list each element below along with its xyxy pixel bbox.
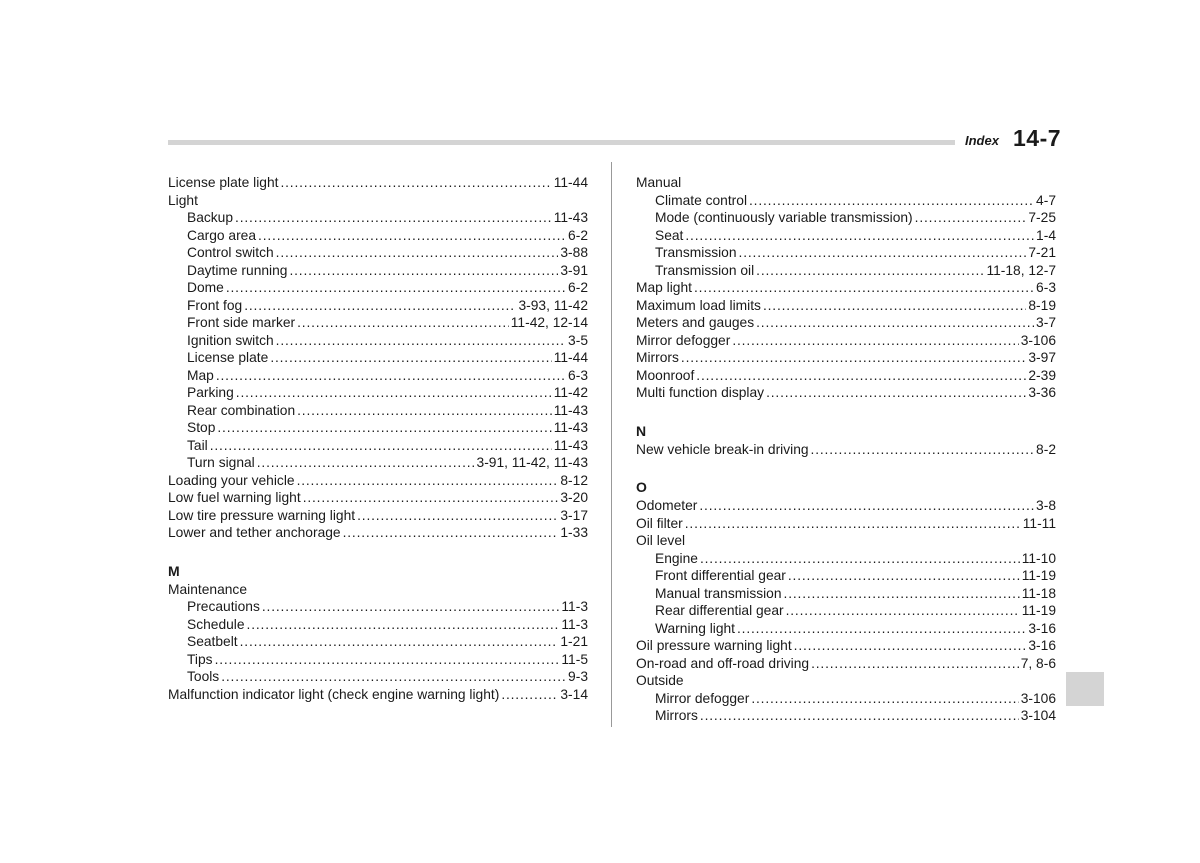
entry-term: Low tire pressure warning light [168, 507, 356, 523]
entry-term: Mirrors [636, 350, 679, 365]
dot-leader [210, 437, 552, 455]
index-entry [636, 655, 1056, 673]
entry-term: Rear differential gear [655, 603, 784, 618]
dot-leader [685, 515, 1021, 533]
entry-page-ref: 11-44 [553, 350, 588, 365]
entry-term: Front differential gear [655, 568, 786, 583]
index-entry [168, 581, 588, 599]
dot-leader [681, 349, 1026, 367]
index-entry [168, 686, 588, 704]
index-entry [636, 672, 1056, 690]
index-entry [636, 637, 1056, 655]
index-entry [636, 532, 1056, 550]
dot-leader [786, 602, 1020, 620]
entry-term: Daytime running [187, 262, 288, 278]
index-entry [168, 192, 588, 210]
dot-leader [303, 489, 559, 507]
entry-term: Lower and tether anchorage [168, 525, 341, 540]
index-entry [636, 297, 1056, 315]
dot-leader [788, 567, 1020, 585]
index-subentry [168, 209, 588, 227]
index-subentry [168, 314, 588, 332]
entry-term: Malfunction indicator light (check engine warning light) [168, 686, 500, 702]
index-subentry [636, 585, 1056, 603]
entry-page-ref: 8-2 [1036, 441, 1056, 457]
entry-page-ref: 3-91, 11-42, 11-43 [476, 455, 588, 470]
entry-page-ref: 3-20 [560, 490, 588, 505]
dot-leader [696, 367, 1026, 385]
dot-leader [280, 174, 551, 192]
entry-term: Turn signal [187, 455, 255, 470]
entry-page-ref: 1-33 [560, 525, 588, 540]
index-subentry [168, 616, 588, 634]
index-entry [636, 497, 1056, 515]
dot-leader [763, 297, 1026, 315]
entry-term: Map light [636, 280, 692, 295]
entry-term: Climate control [655, 192, 748, 208]
index-subentry [168, 633, 588, 651]
entry-term: Mirrors [655, 708, 698, 723]
entry-term: Dome [187, 280, 224, 295]
entry-page-ref: 11-42, 12-14 [510, 315, 588, 330]
entry-term: Ignition switch [187, 332, 274, 348]
entry-page-ref: 11-10 [1021, 550, 1056, 566]
index-entry [636, 384, 1056, 402]
entry-page-ref: 3-106 [1020, 332, 1056, 348]
entry-page-ref: 11-18 [1021, 585, 1056, 601]
dot-leader [751, 690, 1018, 708]
index-entry [168, 174, 588, 192]
dot-leader [700, 550, 1020, 568]
dot-leader [784, 585, 1020, 603]
index-entry [636, 314, 1056, 332]
dot-leader [685, 227, 1034, 245]
dot-leader [794, 637, 1027, 655]
dot-leader [699, 497, 1034, 515]
entry-page-ref: 11-43 [553, 420, 588, 435]
entry-term: Seatbelt [187, 634, 238, 649]
entry-page-ref: 11-44 [553, 175, 588, 190]
entry-term: Maintenance [168, 581, 248, 597]
entry-page-ref: 3-104 [1020, 708, 1056, 723]
index-subentry [168, 227, 588, 245]
dot-leader [766, 384, 1026, 402]
dot-leader [226, 279, 566, 297]
entry-term: Odometer [636, 498, 698, 513]
entry-page-ref: 3-14 [560, 686, 588, 702]
index-letter-heading: O [636, 479, 647, 495]
index-entry [636, 174, 1056, 192]
index-subentry [636, 209, 1056, 227]
index-subentry [168, 402, 588, 420]
entry-term: Parking [187, 385, 234, 400]
dot-leader [811, 441, 1035, 459]
entry-term: Mirror defogger [655, 690, 750, 706]
header-rule [168, 140, 955, 145]
dot-leader [221, 668, 566, 686]
dot-leader [756, 262, 984, 280]
dot-leader [700, 707, 1019, 725]
entry-page-ref: 3-16 [1028, 638, 1056, 653]
entry-page-ref: 6-2 [568, 227, 588, 243]
entry-term: Oil level [636, 533, 686, 548]
entry-term: License plate [187, 350, 269, 365]
entry-page-ref: 8-19 [1028, 297, 1056, 313]
entry-term: Cargo area [187, 227, 257, 243]
chapter-tab [1066, 672, 1104, 706]
dot-leader [915, 209, 1027, 227]
entry-page-ref: 1-4 [1036, 227, 1056, 243]
index-subentry [168, 279, 588, 297]
entry-page-ref: 6-2 [568, 280, 588, 295]
dot-leader [749, 192, 1034, 210]
entry-page-ref: 3-106 [1020, 690, 1056, 706]
index-letter-heading: M [168, 562, 180, 579]
dot-leader [276, 244, 559, 262]
dot-leader [216, 367, 566, 385]
entry-term: Rear combination [187, 402, 296, 418]
index-subentry [168, 454, 588, 472]
dot-leader [235, 209, 552, 227]
index-entry [636, 332, 1056, 350]
entry-page-ref: 11-43 [553, 437, 588, 453]
entry-term: Maximum load limits [636, 297, 761, 313]
entry-page-ref: 3-97 [1028, 350, 1056, 365]
entry-page-ref: 6-3 [568, 367, 588, 383]
entry-term: Front fog [187, 297, 243, 313]
index-subentry [168, 651, 588, 669]
entry-page-ref: 11-3 [561, 599, 588, 614]
entry-page-ref: 7-21 [1028, 245, 1056, 260]
entry-term: Map [187, 367, 214, 383]
index-subentry [636, 620, 1056, 638]
dot-leader [240, 633, 559, 651]
dot-leader [732, 332, 1018, 350]
entry-term: Outside [636, 673, 684, 688]
dot-leader [811, 655, 1019, 673]
dot-leader [756, 314, 1034, 332]
entry-page-ref: 7-25 [1028, 210, 1056, 225]
entry-term: Moonroof [636, 367, 695, 383]
entry-page-ref: 3-91 [560, 262, 588, 278]
index-subentry [168, 367, 588, 385]
dot-leader [694, 279, 1034, 297]
entry-page-ref: 11-42 [553, 385, 588, 400]
entry-page-ref: 11-18, 12-7 [986, 262, 1056, 278]
index-subentry [636, 192, 1056, 210]
entry-page-ref: 2-39 [1028, 367, 1056, 383]
entry-page-ref: 11-11 [1022, 515, 1056, 531]
index-entry [168, 472, 588, 490]
index-subentry [168, 297, 588, 315]
entry-term: Multi function display [636, 385, 765, 400]
index-subentry [168, 384, 588, 402]
entry-term: Warning light [655, 620, 736, 636]
entry-page-ref: 1-21 [560, 634, 588, 649]
entry-term: Precautions [187, 599, 260, 614]
entry-term: Tools [187, 669, 220, 684]
entry-term: Transmission [655, 245, 737, 260]
entry-term: On-road and off-road driving [636, 655, 810, 671]
index-subentry [168, 332, 588, 350]
entry-term: Backup [187, 210, 234, 225]
index-subentry [636, 707, 1056, 725]
dot-leader [258, 227, 566, 245]
entry-page-ref: 9-3 [568, 669, 588, 684]
entry-page-ref: 11-43 [553, 210, 588, 225]
index-column-left [168, 174, 588, 703]
dot-leader [257, 454, 475, 472]
index-subentry [636, 602, 1056, 620]
entry-page-ref: 4-7 [1036, 192, 1056, 208]
entry-page-ref: 8-12 [560, 472, 588, 488]
entry-term: Low fuel warning light [168, 490, 301, 505]
dot-leader [215, 651, 560, 669]
column-divider [611, 162, 612, 727]
index-subentry [168, 244, 588, 262]
index-entry [636, 441, 1056, 459]
dot-leader [247, 616, 560, 634]
index-subentry [168, 419, 588, 437]
entry-page-ref: 11-3 [561, 616, 588, 632]
header-section-title: Index [965, 133, 999, 148]
index-letter-heading: N [636, 422, 647, 439]
entry-term: Stop [187, 420, 216, 435]
index-entry [636, 515, 1056, 533]
entry-page-ref: 3-93, 11-42 [518, 297, 588, 313]
index-entry [168, 524, 588, 542]
dot-leader [501, 686, 558, 704]
entry-term: Transmission oil [655, 262, 755, 278]
entry-page-ref: 3-7 [1036, 315, 1056, 330]
index-entry [636, 367, 1056, 385]
index-subentry [168, 437, 588, 455]
index-subentry [168, 598, 588, 616]
dot-leader [276, 332, 566, 350]
index-entry [636, 279, 1056, 297]
entry-page-ref: 3-17 [560, 507, 588, 523]
entry-term: License plate light [168, 175, 279, 190]
index-subentry [636, 690, 1056, 708]
entry-page-ref: 11-5 [561, 651, 588, 667]
dot-leader [262, 598, 560, 616]
entry-term: Oil pressure warning light [636, 638, 792, 653]
dot-leader [297, 402, 552, 420]
entry-term: Mode (continuously variable transmission) [655, 210, 913, 225]
index-subentry [168, 349, 588, 367]
index-subentry [636, 262, 1056, 280]
entry-page-ref: 11-19 [1021, 603, 1056, 618]
dot-leader [289, 262, 558, 280]
entry-term: Front side marker [187, 315, 296, 330]
index-subentry [636, 567, 1056, 585]
entry-page-ref: 3-36 [1028, 385, 1056, 400]
entry-page-ref: 3-88 [560, 245, 588, 260]
index-entry [168, 489, 588, 507]
entry-term: Manual transmission [655, 585, 782, 601]
entry-term: Seat [655, 227, 684, 243]
dot-leader [270, 349, 551, 367]
entry-term: Tips [187, 651, 213, 667]
index-subentry [636, 550, 1056, 568]
index-subentry [636, 244, 1056, 262]
entry-page-ref: 3-8 [1036, 498, 1056, 513]
index-subentry [636, 227, 1056, 245]
dot-leader [297, 472, 559, 490]
index-subentry [168, 668, 588, 686]
entry-term: Schedule [187, 616, 245, 632]
dot-leader [739, 244, 1027, 262]
index-entry [168, 507, 588, 525]
entry-term: Oil filter [636, 515, 683, 531]
entry-term: Control switch [187, 245, 274, 260]
entry-page-ref: 7, 8-6 [1020, 655, 1056, 671]
entry-page-ref: 11-19 [1021, 568, 1056, 583]
dot-leader [357, 507, 558, 525]
dot-leader [244, 297, 516, 315]
header-page-number: 14-7 [1013, 125, 1062, 151]
index-entry [636, 349, 1056, 367]
entry-term: Engine [655, 550, 698, 566]
dot-leader [343, 524, 559, 542]
entry-page-ref: 3-16 [1028, 620, 1056, 636]
index-subentry [168, 262, 588, 280]
entry-term: Tail [187, 437, 208, 453]
dot-leader [737, 620, 1026, 638]
dot-leader [297, 314, 509, 332]
entry-term: Mirror defogger [636, 332, 731, 348]
entry-term: New vehicle break-in driving [636, 441, 809, 457]
entry-page-ref: 11-43 [553, 402, 588, 418]
index-column-right [636, 174, 1056, 725]
entry-page-ref: 6-3 [1036, 280, 1056, 295]
dot-leader [217, 419, 551, 437]
dot-leader [236, 384, 552, 402]
entry-page-ref: 3-5 [568, 332, 588, 348]
entry-term: Manual [636, 175, 682, 190]
entry-term: Meters and gauges [636, 315, 755, 330]
entry-term: Light [168, 192, 198, 208]
entry-term: Loading your vehicle [168, 472, 295, 488]
